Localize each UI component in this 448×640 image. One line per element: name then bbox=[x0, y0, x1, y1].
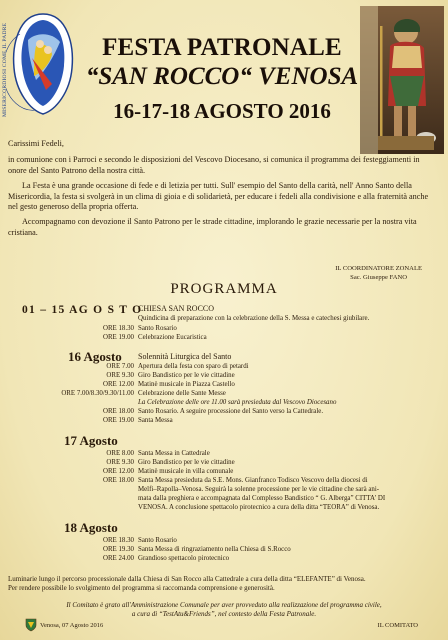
schedule-event: Santa Messa presieduta da S.E. Mons. Gianfranco Todisco Vescovo della diocesi di bbox=[138, 477, 368, 484]
intro-paragraph-1: in comunione con i Parroci e secondo le disposizioni del Vescovo Diocesano, si comunica il programma dei festeggiamenti in onore del Santo Patrono della nostra città. bbox=[8, 155, 420, 175]
block1-note: Quindicina di preparazione con la celebrazione della S. Messa e catechesi giubilare. bbox=[138, 315, 370, 322]
day-heading-17: 17 Agosto bbox=[64, 433, 118, 448]
schedule-time: ORE 18.00 bbox=[102, 477, 134, 484]
event-dates: 16-17-18 AGOSTO 2016 bbox=[113, 99, 331, 123]
schedule-event: Santo Rosario. A seguire processione del Santo verso la Cattedrale. bbox=[138, 408, 324, 415]
schedule-event: Santa Messa in Cattedrale bbox=[138, 450, 210, 457]
schedule-event-continued: Melfi–Rapolla–Venosa. Seguirà la solenne processione per le vie cittadine che sarà ani- bbox=[138, 486, 380, 493]
coordinator-name: Sac. Giuseppe FANO bbox=[350, 274, 408, 281]
schedule-event: Santa Messa bbox=[138, 417, 173, 424]
schedule-event-continued: mata dalla preghiera e accompagnata dal Complesso Bandistico “ G. Alberga” CITTA' DI bbox=[138, 495, 386, 502]
greeting: Carissimi Fedeli, bbox=[8, 139, 64, 148]
schedule-time: ORE 8.00 bbox=[106, 450, 134, 457]
schedule-event: Apertura della festa con sparo di petardi bbox=[138, 363, 249, 370]
jubilee-logo bbox=[6, 6, 80, 128]
thanks-note-continued: a cura di “TestAtu&Friends”, nel contesto della Festa Patronale. bbox=[131, 610, 317, 618]
schedule-time: ORE 18.30 bbox=[102, 325, 134, 332]
schedule-time: ORE 18.00 bbox=[102, 408, 134, 415]
schedule-time: ORE 9.30 bbox=[106, 459, 134, 466]
day-title: Solennità Liturgica del Santo bbox=[138, 352, 232, 361]
schedule-time: ORE 19.30 bbox=[102, 546, 134, 553]
schedule-time: ORE 7.00/8.30/9.30/11.00 bbox=[61, 390, 134, 397]
day-heading-18: 18 Agosto bbox=[64, 520, 118, 535]
saint-name: “SAN ROCCO“ VENOSA bbox=[85, 63, 359, 90]
day-heading-16: 16 Agosto bbox=[68, 349, 122, 364]
committee-signature: IL COMITATO bbox=[377, 622, 418, 629]
thanks-note: Il Comitato è grato all'Amministrazione Comunale per aver provveduto alla realizzazione del programma civile, bbox=[66, 601, 382, 609]
schedule-time: ORE 18.30 bbox=[102, 537, 134, 544]
san-rocco-statue-image bbox=[360, 6, 444, 154]
schedule-event: Matinè musicale in Piazza Castello bbox=[138, 381, 235, 388]
schedule-event: Giro Bandistico per le vie cittadine bbox=[138, 372, 235, 379]
coordinator-title: IL COORDINATORE ZONALE bbox=[335, 265, 422, 272]
schedule-time: ORE 12.00 bbox=[102, 468, 134, 475]
schedule-event: Celebrazione delle Sante Messe bbox=[138, 390, 226, 397]
period-heading: 01 – 15 AG O S T O bbox=[22, 304, 143, 316]
schedule-time: ORE 24.00 bbox=[102, 555, 134, 562]
venosa-crest-icon bbox=[25, 618, 37, 632]
schedule-time: ORE 19.00 bbox=[102, 334, 134, 341]
schedule-time: ORE 7.00 bbox=[106, 363, 134, 370]
intro-paragraph-3: Accompagnamo con devozione il Santo Patrono per le strade cittadine, implorando le grazie necessarie per la nostra vita cristiana. bbox=[8, 217, 417, 237]
schedule-time: ORE 12.00 bbox=[102, 381, 134, 388]
page-title: FESTA PATRONALE bbox=[102, 34, 342, 61]
schedule-note: La Celebrazione delle ore 11.00 sarà presieduta dal Vescovo Diocesano bbox=[138, 399, 337, 406]
schedule-event: Matinè musicale in villa comunale bbox=[138, 468, 234, 475]
logo-motto: MISERICORDIOSI COME IL PADRE bbox=[2, 22, 8, 118]
intro-paragraph-2: La Festa è una grande occasione di fede e di letizia per tutti. Sull' esempio del Santo della carità, nell' Anno Santo della Misericordia, la festa si svolgerà in un clima di gioia e di solidarietà, per educare i fedeli alla condivisione e alla fraternità anche nel gesto generoso della propria offerta. bbox=[8, 181, 429, 211]
luminarie-note: Luminarie lungo il percorso processionale dalla Chiesa di San Rocco alla Cattedrale a cura della ditta “ELEFANTE” di Venosa. bbox=[8, 575, 366, 583]
schedule-event: Giro Bandistico per le vie cittadine bbox=[138, 459, 235, 466]
coordinator-signature bbox=[335, 264, 422, 282]
schedule-event: Santa Messa di ringraziamento nella Chiesa di S.Rocco bbox=[138, 546, 291, 553]
schedule-event-continued: VENOSA. A conclusione spettacolo pirotecnico a cura della ditta “TEORA” di Venosa. bbox=[138, 504, 380, 511]
place-date: Venosa, 07 Agosto 2016 bbox=[40, 622, 104, 629]
schedule-event: Santo Rosario bbox=[138, 537, 177, 544]
generosity-note: Per rendere possibile lo svolgimento del programma si raccomanda comprensione e generosità. bbox=[8, 584, 275, 592]
schedule-event: Celebrazione Eucaristica bbox=[138, 334, 207, 341]
programma-heading: PROGRAMMA bbox=[170, 281, 278, 297]
schedule-time: ORE 19.00 bbox=[102, 417, 134, 424]
schedule-event: Santo Rosario bbox=[138, 325, 177, 332]
schedule-time: ORE 9.30 bbox=[106, 372, 134, 379]
church-name: CHIESA SAN ROCCO bbox=[138, 304, 215, 313]
schedule-event: Grandioso spettacolo pirotecnico bbox=[138, 555, 230, 562]
